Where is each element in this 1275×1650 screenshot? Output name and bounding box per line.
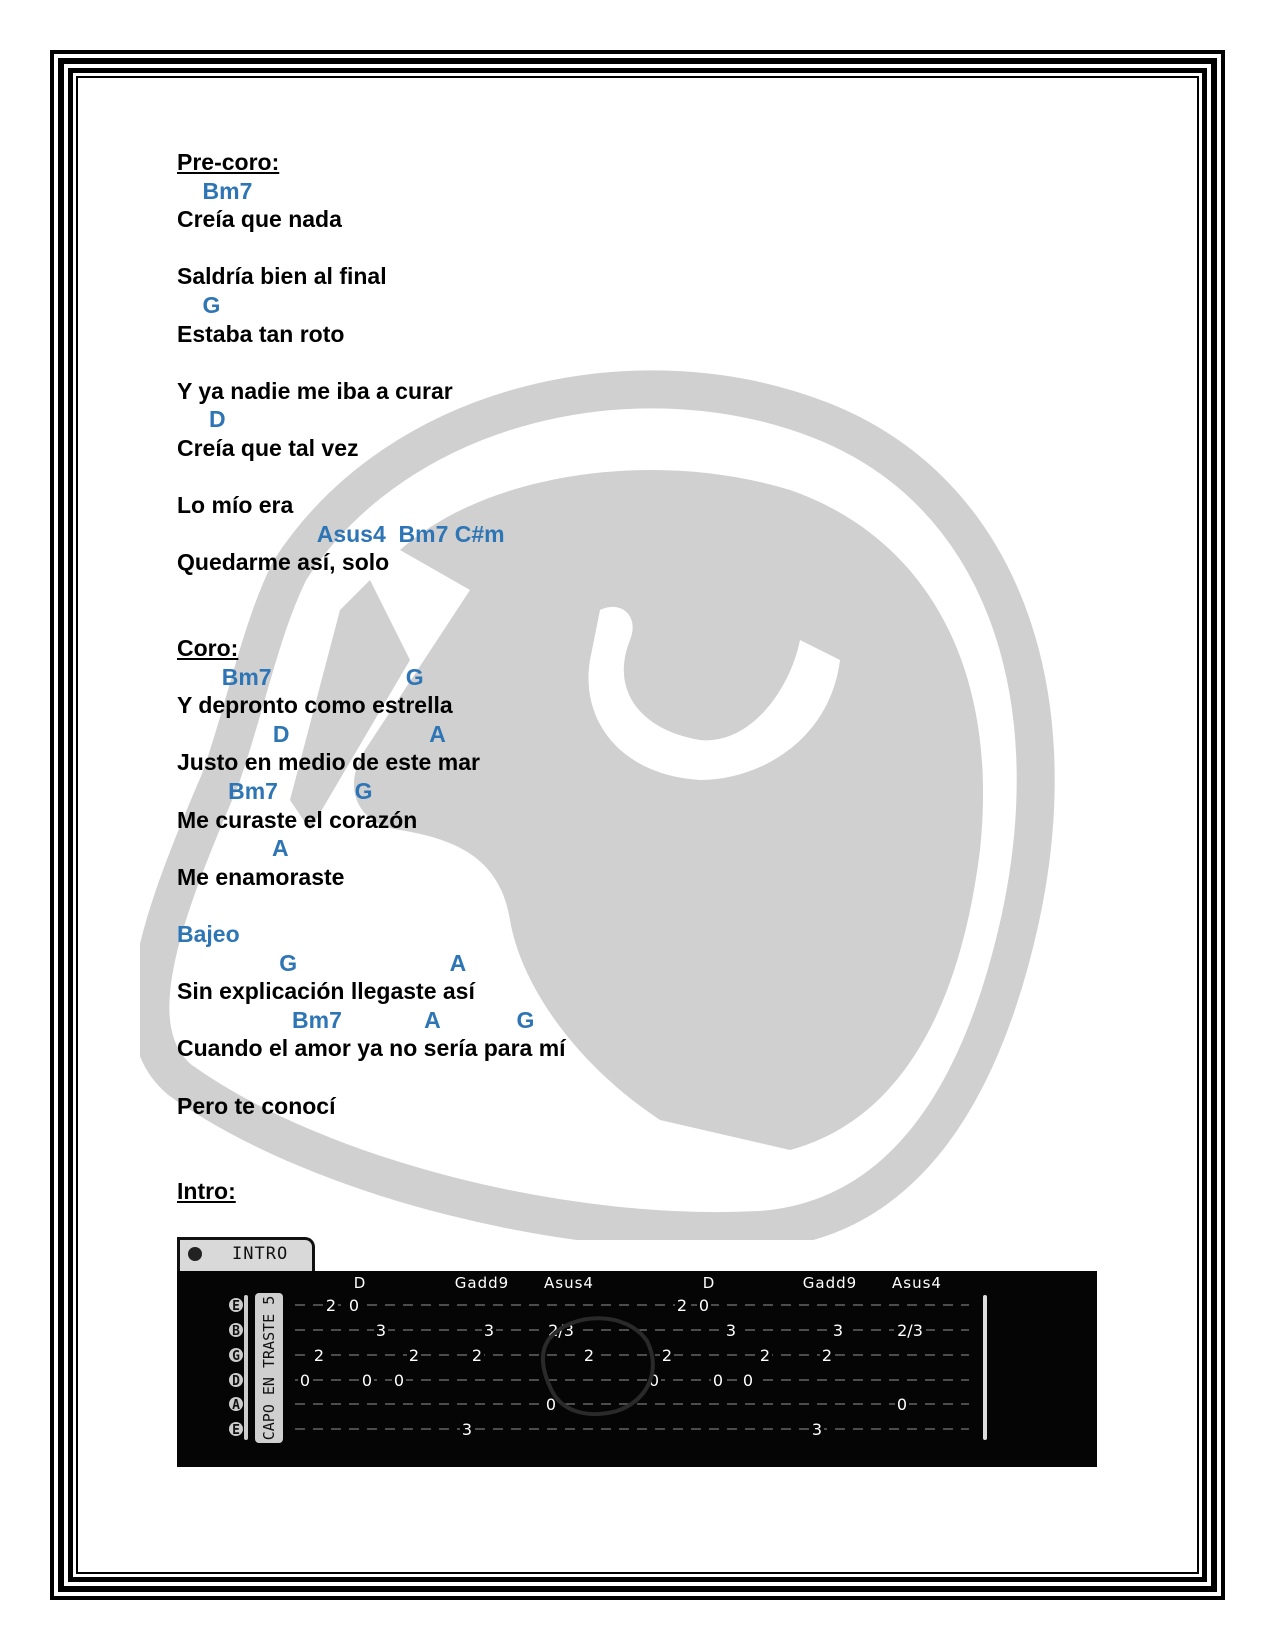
fret-number: 2 [583, 1346, 595, 1365]
string-name: G [232, 1349, 240, 1364]
lyric-line: Estaba tan roto [177, 320, 345, 347]
section-heading: Pre-coro: [177, 149, 280, 175]
chord-line: Bm7 [177, 177, 253, 204]
blank-line [177, 348, 1077, 377]
lyric-line: Quedarme así, solo [177, 549, 390, 576]
lyric-line: Sin explicación llegaste así [177, 978, 475, 1005]
fret-number: 2 [325, 1296, 337, 1315]
fret-number: 0 [348, 1296, 360, 1315]
lyric-line: Creía que nada [177, 206, 342, 233]
tab-header [177, 1237, 315, 1271]
tab-chord-name: Asus4 [544, 1274, 594, 1292]
blank-line [177, 1063, 1077, 1092]
blank-line [177, 1149, 1077, 1178]
fret-number: 2 [676, 1296, 688, 1315]
fret-number: 0 [299, 1371, 311, 1390]
fret-number: 3 [725, 1321, 737, 1340]
fret-number: 0 [393, 1371, 405, 1390]
lyric-line: Cuando el amor ya no sería para mí [177, 1035, 566, 1062]
tab-chord-name: D [353, 1274, 367, 1292]
fret-number: 0 [545, 1395, 557, 1414]
tab-title: INTRO [232, 1244, 289, 1264]
fret-number: 3 [483, 1321, 495, 1340]
bass-label: Bajeo [177, 921, 240, 948]
lyric-line: Saldría bien al final [177, 263, 387, 290]
blank-line [177, 606, 1077, 635]
lyric-line: Pero te conocí [177, 1092, 336, 1119]
song-sheet [177, 148, 1077, 1206]
chord-line: G A [177, 949, 467, 976]
section-heading: Coro: [177, 635, 239, 662]
lyric-line: Y ya nadie me iba a curar [177, 377, 453, 404]
chord-line: Asus4 Bm7 C#m [177, 520, 505, 547]
capo-label: CAPO EN TRASTE 5 [260, 1295, 278, 1441]
fret-number: 3 [375, 1321, 387, 1340]
chord-line: D [177, 406, 226, 433]
chord-line: Bm7 G [177, 778, 373, 805]
fret-number: 3 [461, 1420, 473, 1439]
staff-right-bar [983, 1295, 987, 1440]
fret-number: 0 [712, 1371, 724, 1390]
blank-line [177, 463, 1077, 492]
tab-chord-name: D [702, 1274, 716, 1292]
guitar-pick-icon [188, 1247, 202, 1261]
chord-line: A [177, 835, 289, 862]
fret-number: 2 [821, 1346, 833, 1365]
tab-staff [177, 1271, 1097, 1467]
fret-number: 3 [811, 1420, 823, 1439]
chord-line: Bm7 G [177, 663, 424, 690]
chord-line: D A [177, 720, 446, 747]
lyric-line: Lo mío era [177, 492, 294, 519]
staff-left-bar [244, 1295, 248, 1440]
chord-line: Bm7 A G [177, 1006, 535, 1033]
tab-chord-name: Asus4 [892, 1274, 942, 1292]
tab-panel [177, 1271, 1097, 1467]
lyric-line: Me enamoraste [177, 863, 345, 890]
string-name: E [232, 1423, 240, 1438]
section-heading: Intro: [177, 1178, 236, 1205]
fret-number: 0 [648, 1371, 660, 1390]
fret-number: 0 [742, 1371, 754, 1390]
lyric-line: Y depronto como estrella [177, 692, 453, 719]
fret-number: 2 [471, 1346, 483, 1365]
fret-number: 0 [361, 1371, 373, 1390]
string-name: E [232, 1299, 240, 1314]
tab-chord-name: Gadd9 [454, 1274, 510, 1292]
fret-number: 2/3 [548, 1321, 574, 1340]
fret-number: 2 [661, 1346, 673, 1365]
chord-line: G [177, 291, 221, 318]
fret-number: 2 [313, 1346, 325, 1365]
string-name: B [232, 1324, 240, 1339]
fret-number: 0 [896, 1395, 908, 1414]
blank-line [177, 234, 1077, 263]
blank-line [177, 577, 1077, 606]
lyric-line: Me curaste el corazón [177, 806, 418, 833]
fret-number: 2 [408, 1346, 420, 1365]
blank-line [177, 891, 1077, 920]
fret-number: 3 [832, 1321, 844, 1340]
intro-tablature [177, 1237, 1097, 1467]
string-name: A [232, 1398, 240, 1413]
tab-chord-name: Gadd9 [802, 1274, 858, 1292]
fret-number: 2 [759, 1346, 771, 1365]
fret-number: 0 [698, 1296, 710, 1315]
blank-line [177, 1120, 1077, 1149]
string-name: D [232, 1374, 240, 1389]
lyric-line: Creía que tal vez [177, 434, 359, 461]
lyric-line: Justo en medio de este mar [177, 749, 480, 776]
fret-number: 2/3 [897, 1321, 923, 1340]
